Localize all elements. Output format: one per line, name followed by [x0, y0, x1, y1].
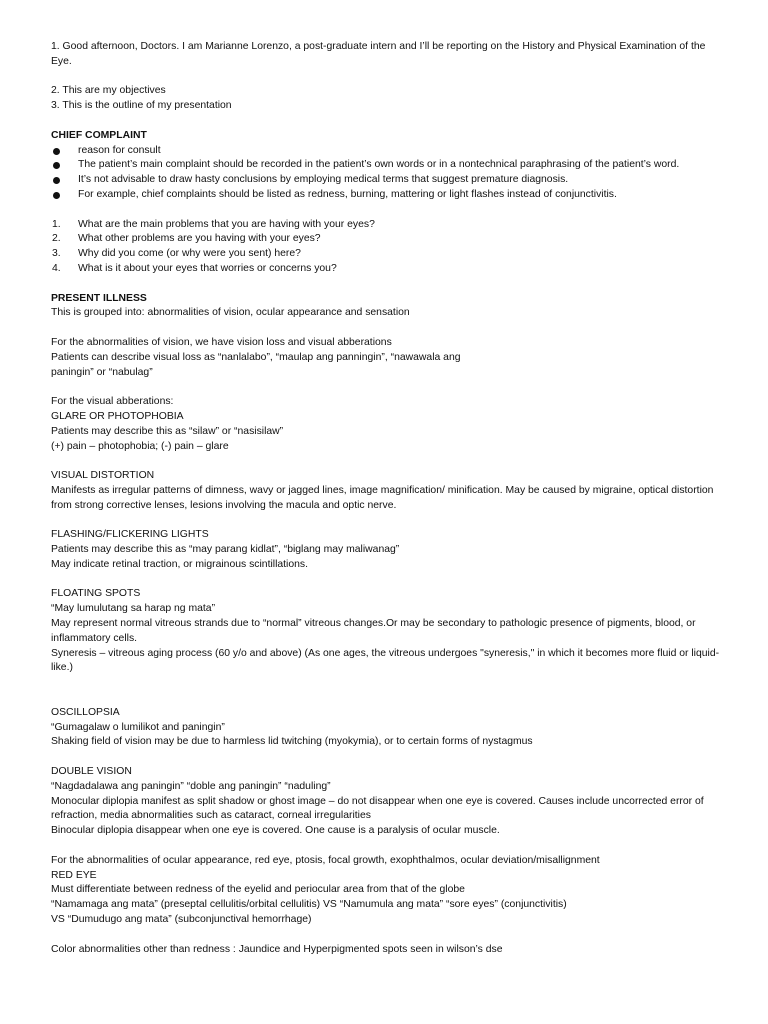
- intro-line-1: 1. Good afternoon, Doctors. I am Marianne Lorenzo, a post-graduate intern and I’ll be reporting on the History and Physical Examination of the Eye.: [51, 41, 706, 67]
- double-vision-line-3: Binocular diplopia disappear when one eye is covered. One cause is a paralysis of ocular muscle.: [51, 825, 500, 837]
- ocular-appearance-intro: For the abnormalities of ocular appearance, red eye, ptosis, focal growth, exophthalmos, ocular deviation/misallignment: [51, 854, 600, 866]
- list-item: 4. What is it about your eyes that worries or concerns you?: [52, 262, 337, 274]
- present-illness-heading: PRESENT ILLNESS: [51, 292, 147, 304]
- document-page: [51, 40, 721, 957]
- list-item: 2. What other problems are you having with your eyes?: [52, 233, 321, 245]
- red-eye-heading: RED EYE: [51, 869, 97, 881]
- chief-complaint-heading: CHIEF COMPLAINT: [51, 129, 147, 141]
- oscillopsia-heading: OSCILLOPSIA: [51, 706, 120, 718]
- flashing-line-2: May indicate retinal traction, or migrainous scintillations.: [51, 558, 308, 570]
- chief-complaint-questions: [51, 218, 721, 277]
- red-eye-line-1: Must differentiate between redness of the eyelid and periocular area from that of the globe: [51, 884, 465, 896]
- flashing-heading: FLASHING/FLICKERING LIGHTS: [51, 529, 209, 541]
- bullet-icon: [53, 177, 60, 184]
- bullet-icon: [53, 192, 60, 199]
- floating-line-3: Syneresis – vitreous aging process (60 y/o and above) (As one ages, the vitreous undergoes "syneresis," in which it becomes more fluid or liquid-like.): [51, 647, 720, 674]
- double-vision-line-2: Monocular diplopia manifest as split shadow or ghost image – do not disappear when one eye is covered. Causes include uncorrected error of refraction, media abnormalities such as cataract, corneal irregularities: [51, 795, 704, 822]
- list-item: 1. What are the main problems that you are having with your eyes?: [52, 218, 375, 230]
- bullet-icon: [53, 148, 60, 155]
- glare-line-1: Patients may describe this as “silaw” or “nasisilaw”: [51, 425, 284, 437]
- glare-heading: GLARE OR PHOTOPHOBIA: [51, 410, 184, 422]
- vision-loss-line-1: Patients can describe visual loss as “nanlalabo”, “maulap ang panningin”, “nawawala ang: [51, 351, 461, 363]
- intro-line-3: 3. This is the outline of my presentation: [51, 100, 232, 112]
- intro-line-2: 2. This are my objectives: [51, 85, 166, 97]
- color-abnormalities-line: Color abnormalities other than redness : Jaundice and Hyperpigmented spots seen in wilson’s dse: [51, 943, 503, 955]
- vision-abnormalities-line: For the abnormalities of vision, we have vision loss and visual abberations: [51, 336, 392, 348]
- red-eye-line-3: VS “Dumudugo ang mata” (subconjunctival hemorrhage): [51, 914, 312, 926]
- list-item: 3. Why did you come (or why were you sent) here?: [52, 248, 301, 260]
- double-vision-line-1: “Nagdadalawa ang paningin” “doble ang paningin” “naduling”: [51, 780, 331, 792]
- aberrations-intro: For the visual abberations:: [51, 396, 174, 408]
- list-item: reason for consult: [51, 144, 721, 159]
- red-eye-line-2: “Namamaga ang mata” (preseptal cellulitis/orbital cellulitis) VS “Namumula ang mata” “sore eyes” (conjunctivitis): [51, 899, 567, 911]
- glare-line-2: (+) pain – photophobia; (-) pain – glare: [51, 440, 229, 452]
- flashing-line-1: Patients may describe this as “may parang kidlat”, “biglang may maliwanag”: [51, 544, 400, 556]
- vision-loss-line-2: paningin” or “nabulag”: [51, 366, 153, 378]
- floating-line-1: “May lumulutang sa harap ng mata”: [51, 603, 216, 615]
- floating-line-2: May represent normal vitreous strands due to “normal” vitreous changes.Or may be secondary to pathologic presence of pigments, blood, or inflammatory cells.: [51, 618, 696, 644]
- chief-complaint-bullets: [51, 144, 721, 203]
- list-item: It’s not advisable to draw hasty conclusions by employing medical terms that suggest premature diagnosis.: [51, 173, 721, 188]
- oscillopsia-line-1: “Gumagalaw o lumilikot and paningin”: [51, 721, 225, 733]
- visual-distortion-text: Manifests as irregular patterns of dimness, wavy or jagged lines, image magnification/ minification. May be caused by migraine, optical distortion from strong corrective lenses, lesions involving the macula and optic nerve.: [51, 484, 714, 511]
- floating-heading: FLOATING SPOTS: [51, 588, 141, 600]
- visual-distortion-heading: VISUAL DISTORTION: [51, 470, 155, 482]
- present-illness-line: This is grouped into: abnormalities of vision, ocular appearance and sensation: [51, 307, 410, 319]
- list-item: The patient’s main complaint should be recorded in the patient’s own words or in a nontechnical paraphrasing of the patient’s word.: [51, 158, 721, 173]
- list-item: For example, chief complaints should be listed as redness, burning, mattering or light flashes instead of conjunctivitis.: [51, 188, 721, 203]
- double-vision-heading: DOUBLE VISION: [51, 766, 132, 778]
- bullet-icon: [53, 162, 60, 169]
- oscillopsia-line-2: Shaking field of vision may be due to harmless lid twitching (myokymia), or to certain forms of nystagmus: [51, 736, 533, 748]
